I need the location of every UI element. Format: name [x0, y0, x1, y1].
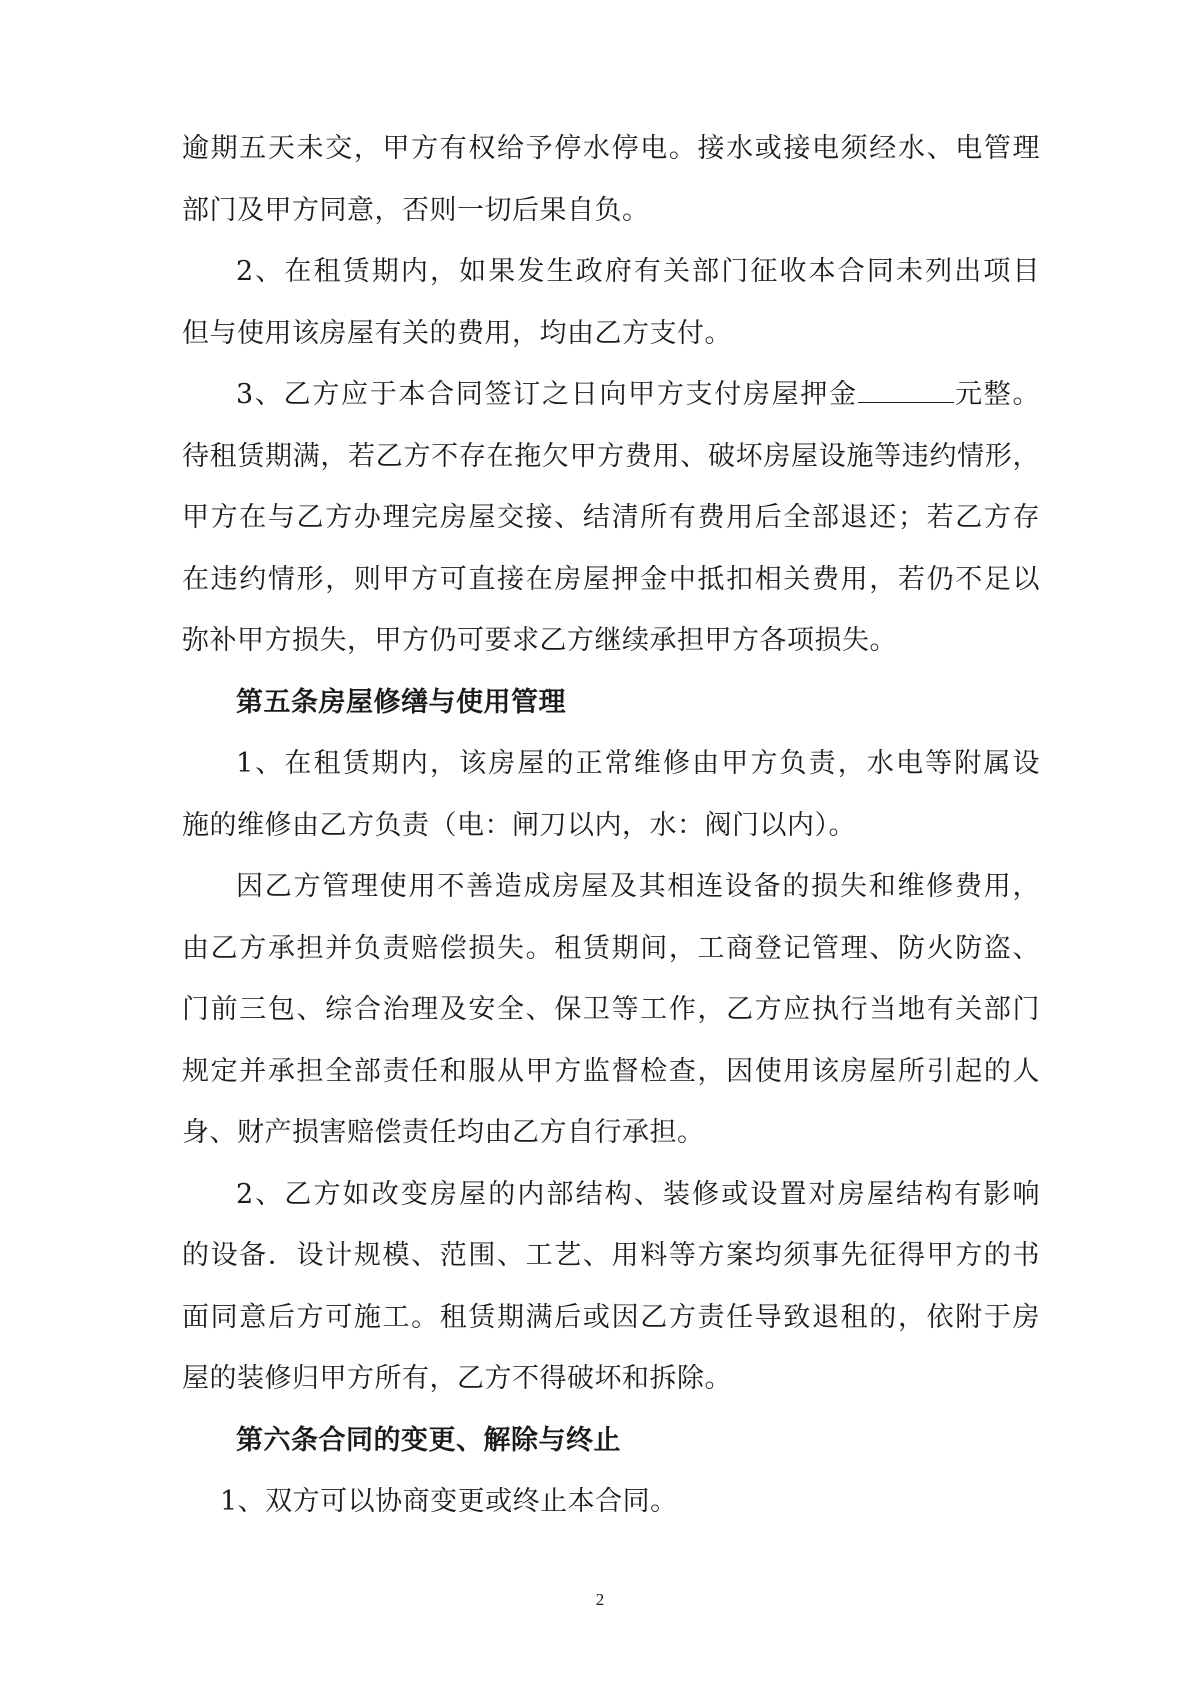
paragraph-line: 因乙方管理使用不善造成房屋及其相连设备的损失和维修费用， — [236, 871, 1040, 902]
section-heading-article-6: 第六条合同的变更、解除与终止 — [236, 1424, 621, 1456]
paragraph-line: 面同意后方可施工。租赁期满后或因乙方责任导致退租的，依附于房 — [182, 1301, 1040, 1333]
paragraph-line: 规定并承担全部责任和服从甲方监督检查，因使用该房屋所引起的人 — [182, 1055, 1040, 1087]
paragraph-line: 门前三包、综合治理及安全、保卫等工作，乙方应执行当地有关部门 — [182, 994, 1040, 1025]
paragraph-line: 待租赁期满，若乙方不存在拖欠甲方费用、破坏房屋设施等违约情形， — [182, 440, 1040, 472]
paragraph-line: 2、在租赁期内，如果发生政府有关部门征收本合同未列出项目 — [236, 256, 1040, 287]
paragraph-line: 甲方在与乙方办理完房屋交接、结清所有费用后全部退还；若乙方存 — [182, 502, 1040, 533]
deposit-amount-blank — [858, 378, 954, 403]
deposit-line — [182, 364, 1040, 426]
deposit-line-prefix: 3、乙方应于本合同签订之日向甲方支付房屋押金 — [236, 379, 858, 410]
page-number: 2 — [595, 1590, 605, 1609]
paragraph-line: 1、双方可以协商变更或终止本合同。 — [220, 1486, 678, 1517]
paragraph-line: 1、在租赁期内，该房屋的正常维修由甲方负责，水电等附属设 — [236, 748, 1040, 779]
paragraph-line: 弥补甲方损失，甲方仍可要求乙方继续承担甲方各项损失。 — [182, 625, 897, 656]
deposit-line-suffix: 元整。 — [953, 379, 1040, 410]
paragraph-line: 身、财产损害赔偿责任均由乙方自行承担。 — [182, 1117, 705, 1148]
paragraph-line: 逾期五天未交，甲方有权给予停水停电。接水或接电须经水、电管理 — [182, 133, 1040, 164]
document-body — [182, 118, 1040, 1533]
paragraph-line: 部门及甲方同意，否则一切后果自负。 — [182, 194, 650, 226]
paragraph-line: 由乙方承担并负责赔偿损失。租赁期间，工商登记管理、防火防盗、 — [182, 932, 1040, 964]
paragraph-line: 在违约情形，则甲方可直接在房屋押金中抵扣相关费用，若仍不足以 — [182, 563, 1040, 595]
paragraph-line: 2、乙方如改变房屋的内部结构、装修或设置对房屋结构有影响 — [236, 1178, 1040, 1210]
section-heading-article-5: 第五条房屋修缮与使用管理 — [236, 686, 566, 718]
paragraph-line: 的设备．设计规模、范围、工艺、用料等方案均须事先征得甲方的书 — [182, 1240, 1040, 1271]
paragraph-line: 屋的装修归甲方所有，乙方不得破坏和拆除。 — [182, 1363, 732, 1394]
paragraph-line: 施的维修由乙方负责（电：闸刀以内，水：阀门以内）。 — [182, 809, 856, 841]
paragraph-line: 但与使用该房屋有关的费用，均由乙方支付。 — [182, 317, 732, 349]
